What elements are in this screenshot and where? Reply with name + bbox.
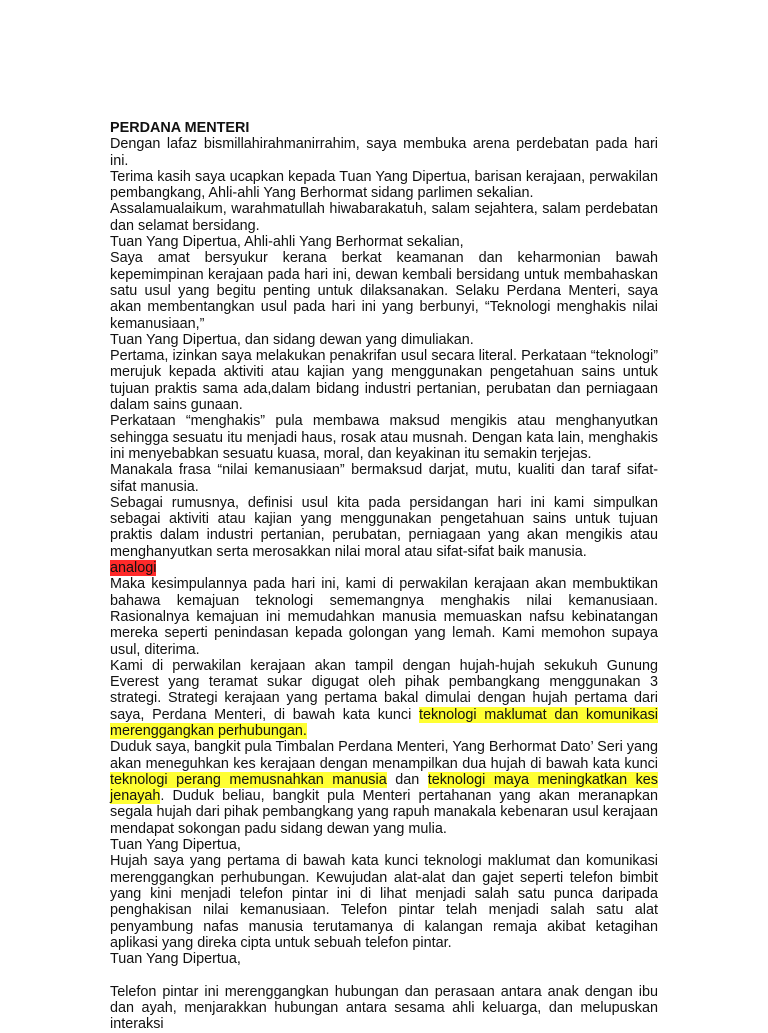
paragraph-greeting: Assalamualaikum, warahmatullah hiwabarakatuh, salam sejahtera, salam perdebatan dan selamat bersidang. bbox=[110, 201, 658, 234]
paragraph-definition-erode: Perkataan “menghakis” pula membawa maksud mengikis atau menghanyutkan sehingga sesuatu itu menjadi haus, rosak atau musnah. Dengan kata lain, menghakis ini menyebabkan sesuatu kuasa, moral, dan keyakinan itu semakin terjejas. bbox=[110, 413, 658, 462]
yellow-highlight: teknologi perang memusnahkan manusia bbox=[110, 771, 387, 788]
red-highlight: analogi bbox=[110, 560, 157, 577]
paragraph-deputy: Duduk saya, bangkit pula Timbalan Perdana Menteri, Yang Berhormat Dato’ Seri yang akan meneguhkan kes kerajaan dengan menampilkan dua hujah di bawah kata kunci teknologi perang memusnahkan manusia dan teknologi maya meningkatkan kes jenayah. Duduk beliau, bangkit pula Menteri pertahanan yang akan meranapkan segala hujah dari pihak pembangkang yang rapuh manakala kebenaran usul kerajaan mendapat sokongan padu sidang dewan yang mulia. bbox=[110, 739, 658, 837]
paragraph-thanks: Terima kasih saya ucapkan kepada Tuan Yang Dipertua, barisan kerajaan, perwakilan pembangkang, Ahli-ahli Yang Berhormat sidang parlimen sekalian. bbox=[110, 168, 658, 202]
paragraph-summary: Sebagai rumusnya, definisi usul kita pada persidangan hari ini kami simpulkan sebagai aktiviti atau kajian yang menggunakan pengetahuan sains untuk tujuan praktis dalam industri pertanian, perubatan, perniagaan yang akan mengikis atau menghanyutkan serta merosakkan nilai moral atau sifat-sifat baik manusia. bbox=[110, 494, 658, 560]
paragraph-analogy-label bbox=[110, 560, 658, 576]
blank-line bbox=[110, 967, 658, 983]
yellow-highlight: teknologi maya meningkatkan kes jenayah bbox=[110, 771, 658, 805]
paragraph-opening: Dengan lafaz bismillahirahmanirrahim, saya membuka arena perdebatan pada hari ini. bbox=[110, 136, 658, 169]
yellow-highlight: teknologi maklumat dan komunikasi merenggangkan perhubungan. bbox=[110, 706, 658, 739]
paragraph-address: Tuan Yang Dipertua, bbox=[110, 837, 241, 854]
paragraph-definition-humanity: Manakala frasa “nilai kemanusiaan” bermaksud darjat, mutu, kualiti dan taraf sifat-sifat manusia. bbox=[110, 462, 658, 495]
paragraph-strategy: Kami di perwakilan kerajaan akan tampil dengan hujah-hujah sekukuh Gunung Everest yang teramat sukar digugat oleh pihak pembangkang menggunakan 3 strategi. Strategi kerajaan yang pertama bakal dimulai dengan hujah pertama dari saya, Perdana Menteri, di bawah kata kunci teknologi maklumat dan komunikasi merenggangkan perhubungan. bbox=[110, 657, 658, 739]
document-title: PERDANA MENTERI bbox=[110, 120, 250, 136]
paragraph-conclusion: Maka kesimpulannya pada hari ini, kami di perwakilan kerajaan akan membuktikan bahawa kemajuan teknologi sememangnya menghakis nilai kemanusiaan. Rasionalnya kemajuan ini memudahkan manusia memuaskan nafsu kebinatangan mereka seperti penindasan kepada golongan yang lemah. Kami memohon supaya usul, diterima. bbox=[110, 576, 658, 658]
paragraph-first-argument: Hujah saya yang pertama di bawah kata kunci teknologi maklumat dan komunikasi merenggangkan perhubungan. Kewujudan alat-alat dan gajet seperti telefon bimbit yang kini menjadi telefon pintar ini di lihat menjadi salah satu punca daripada penghakisan nilai kemanusiaan. Telefon pintar telah menjadi salah satu alat penyambung nafas manusia terutamanya di kalangan remaja akibat ketagihan aplikasi yang direka cipta untuk sebuah telefon pintar. bbox=[110, 853, 658, 951]
paragraph-address: Tuan Yang Dipertua, Ahli-ahli Yang Berhormat sekalian, bbox=[110, 234, 464, 251]
paragraph-smartphone: Telefon pintar ini merenggangkan hubungan dan perasaan antara anak dengan ibu dan ayah, menjarakkan hubungan antara sesama ahli keluarga, dan melupuskan interaksi bbox=[110, 983, 658, 1033]
paragraph-address: Tuan Yang Dipertua, bbox=[110, 951, 241, 968]
paragraph-definition-technology: Pertama, izinkan saya melakukan penakrifan usul secara literal. Perkataan “teknologi” merujuk kepada aktiviti atau kajian yang menggunakan pengetahuan sains untuk tujuan praktis sama ada,dalam bidang industri pertanian, perubatan dan perniagaan dalam sains gunaan. bbox=[110, 348, 658, 414]
document-page bbox=[110, 120, 658, 1033]
paragraph-address: Tuan Yang Dipertua, dan sidang dewan yang dimuliakan. bbox=[110, 331, 474, 348]
paragraph-motion: Saya amat bersyukur kerana berkat keamanan dan keharmonian bawah kepemimpinan kerajaan pada hari ini, dewan kembali bersidang untuk membahaskan satu usul yang begitu penting untuk dilaksanakan. Selaku Perdana Menteri, saya akan membentangkan usul pada hari ini yang berbunyi, “Teknologi menghakis nilai kemanusiaan,” bbox=[110, 250, 658, 332]
